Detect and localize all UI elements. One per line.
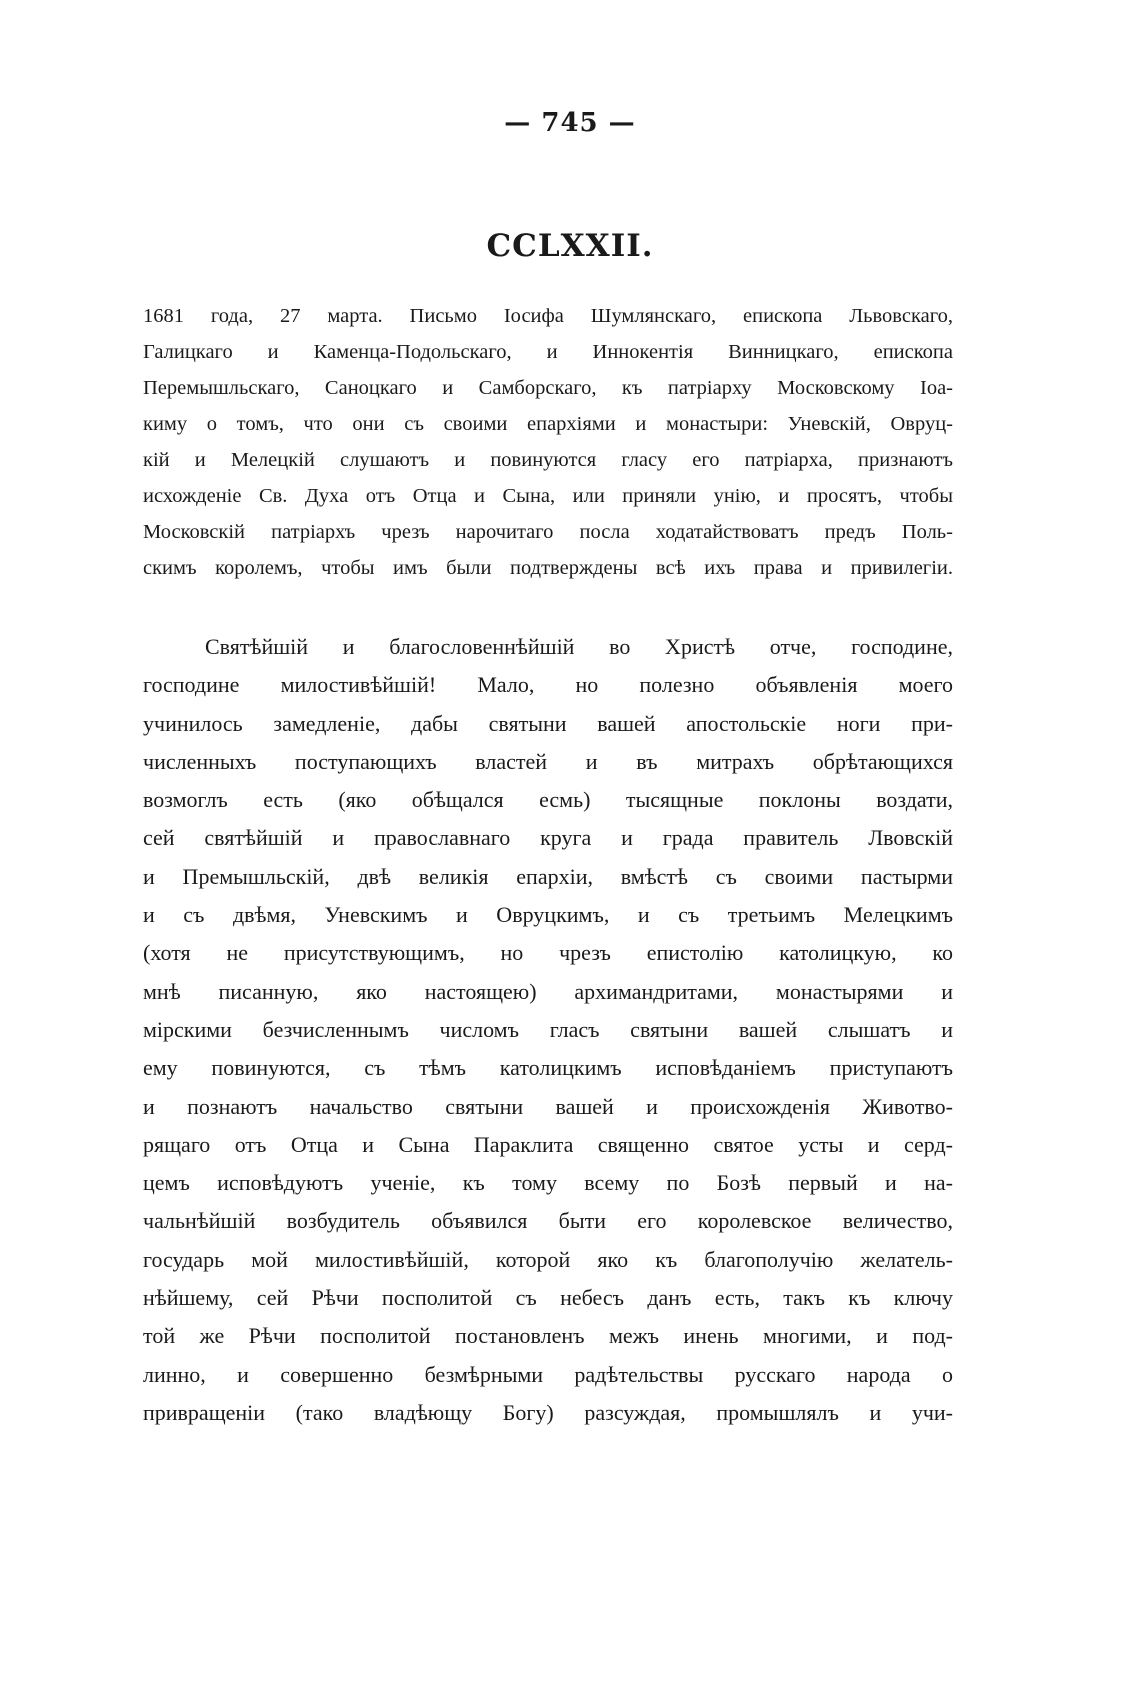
body-line: сей святѣйшій и православнаго круга и града правитель Лвовскій bbox=[143, 825, 953, 851]
summary-line: 1681 года, 27 марта. Письмо Іосифа Шумлянскаго, епископа Львовскаго, bbox=[143, 305, 953, 327]
body-line: учинилось замедленіе, дабы святыни вашей апостольскіе ноги при- bbox=[143, 710, 953, 736]
summary-line: Московскій патріархъ чрезъ нарочитаго посла ходатайствоватъ предъ Поль- bbox=[143, 521, 953, 543]
summary-line: скимъ королемъ, чтобы имъ были подтверждены всѣ ихъ права и привилегіи. bbox=[143, 557, 953, 579]
summary-line: исхожденіе Св. Духа отъ Отца и Сына, или приняли унію, и просятъ, чтобы bbox=[143, 485, 953, 507]
document-number: CCLXXII. bbox=[486, 228, 654, 264]
body-line: (хотя не присутствующимъ, но чрезъ епистолію католицкую, ко bbox=[143, 940, 953, 966]
summary-line: киму о томъ, что они съ своими епархіями и монастыри: Уневскій, Овруц- bbox=[143, 413, 953, 435]
letter-body bbox=[143, 628, 953, 1432]
body-line: той же Рѣчи посполитой постановленъ межъ инень многими, и под- bbox=[143, 1323, 953, 1349]
body-line: чальнѣйшій возбудитель объявился быти его королевское величество, bbox=[143, 1208, 953, 1234]
body-line: ему повинуются, съ тѣмъ католицкимъ исповѣданіемъ приступаютъ bbox=[143, 1055, 953, 1081]
body-line: и Премышльскій, двѣ великія епархіи, вмѣстѣ съ своими пастырми bbox=[143, 863, 953, 889]
body-line: привращеніи (тако владѣющу Богу) разсуждая, промышлялъ и учи- bbox=[143, 1399, 953, 1425]
body-line: рящаго отъ Отца и Сына Параклита священно святое усты и серд- bbox=[143, 1131, 953, 1157]
body-line: мнѣ писанную, яко настоящею) архимандритами, монастырями и bbox=[143, 978, 953, 1004]
body-line: цемъ исповѣдуютъ ученіе, къ тому всему по Бозѣ первый и на- bbox=[143, 1170, 953, 1196]
body-line: численныхъ поступающихъ властей и въ митрахъ обрѣтающихся bbox=[143, 748, 953, 774]
summary-line: кій и Мелецкій слушаютъ и повинуются гласу его патріарха, признаютъ bbox=[143, 449, 953, 471]
body-line: и познаютъ начальство святыни вашей и происхожденія Животво- bbox=[143, 1093, 953, 1119]
body-line: и съ двѣмя, Уневскимъ и Овруцкимъ, и съ третьимъ Мелецкимъ bbox=[143, 902, 953, 928]
summary-line: Галицкаго и Каменца-Подольскаго, и Иннокентія Винницкаго, епископа bbox=[143, 341, 953, 363]
body-line: нѣйшему, сей Рѣчи посполитой съ небесъ данъ есть, такъ къ ключу bbox=[143, 1285, 953, 1311]
document-summary bbox=[143, 298, 953, 586]
page-number: — 745 — bbox=[504, 108, 636, 138]
body-line: господине милостивѣйшій! Мало, но полезно объявленія моего bbox=[143, 672, 953, 698]
summary-line: Перемышльскаго, Саноцкаго и Самборскаго, къ патріарху Московскому Іоа- bbox=[143, 377, 953, 399]
body-line: государь мой милостивѣйшій, которой яко къ благополучію желатель- bbox=[143, 1246, 953, 1272]
body-line: Святѣйшій и благословеннѣйшій во Христѣ отче, господине, bbox=[205, 634, 953, 659]
body-line: мірскими безчисленнымъ числомъ гласъ святыни вашей слышатъ и bbox=[143, 1016, 953, 1042]
body-line: возмоглъ есть (яко обѣщался есмь) тысящные поклоны воздати, bbox=[143, 787, 953, 813]
body-line: линно, и совершенно безмѣрными радѣтельствы русскаго народа о bbox=[143, 1361, 953, 1387]
